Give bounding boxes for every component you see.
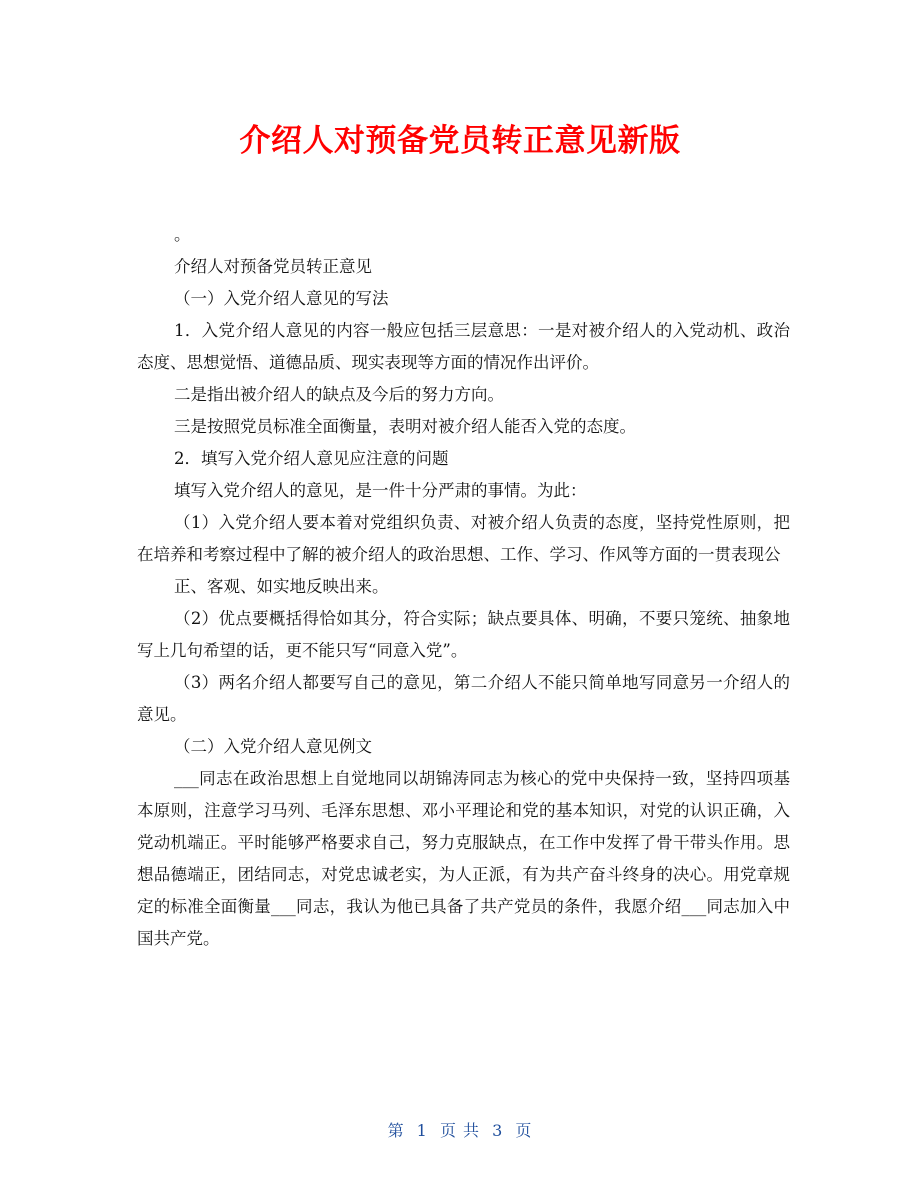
footer-middle: 页 共	[439, 1121, 481, 1140]
paragraph: （2）优点要概括得恰如其分，符合实际；缺点要具体、明确，不要只笼统、抽象地写上几句希望的话，更不能只写“同意入党”。	[137, 609, 790, 660]
paragraph: 三是按照党员标准全面衡量，表明对被介绍人能否入党的态度。	[174, 417, 636, 436]
document-body	[137, 219, 790, 955]
paragraph: 1．入党介绍人意见的内容一般应包括三层意思：一是对被介绍人的入党动机、政治态度、思想觉悟、道德品质、现实表现等方面的情况作出评价。	[137, 321, 790, 372]
footer-page-number: 1	[416, 1121, 428, 1140]
footer-prefix: 第	[387, 1121, 405, 1140]
paragraph: 2．填写入党介绍人意见应注意的问题	[174, 449, 449, 468]
paragraph: 二是指出被介绍人的缺点及今后的努力方向。	[174, 385, 504, 404]
page-footer	[0, 1118, 920, 1141]
paragraph: 。	[174, 225, 191, 244]
footer-suffix: 页	[515, 1121, 533, 1140]
paragraph: （一）入党介绍人意见的写法	[174, 289, 389, 308]
paragraph: 填写入党介绍人的意见，是一件十分严肃的事情。为此：	[174, 481, 587, 500]
paragraph: （二）入党介绍人意见例文	[174, 737, 372, 756]
paragraph: （1）入党介绍人要本着对党组织负责、对被介绍人负责的态度，坚持党性原则，把在培养和考察过程中了解的被介绍人的政治思想、工作、学习、作风等方面的一贯表现公	[137, 513, 790, 564]
paragraph: （3）两名介绍人都要写自己的意见，第二介绍人不能只简单地写同意另一介绍人的意见。	[137, 673, 790, 724]
paragraph: 介绍人对预备党员转正意见	[174, 257, 372, 276]
paragraph: 正、客观、如实地反映出来。	[174, 577, 389, 596]
document-title: 介绍人对预备党员转正意见新版	[239, 123, 681, 159]
footer-total-pages: 3	[492, 1121, 504, 1140]
paragraph: ___同志在政治思想上自觉地同以胡锦涛同志为核心的党中央保持一致，坚持四项基本原则，注意学习马列、毛泽东思想、邓小平理论和党的基本知识，对党的认识正确，入党动机端正。平时能够严格要求自己，努力克服缺点，在工作中发挥了骨干带头作用。思想品德端正，团结同志，对党忠诚老实，为人正派，有为共产奋斗终身的决心。用党章规定的标准全面衡量___同志，我认为他已具备了共产党员的条件，我愿介绍___同志加入中国共产党。	[137, 769, 790, 948]
